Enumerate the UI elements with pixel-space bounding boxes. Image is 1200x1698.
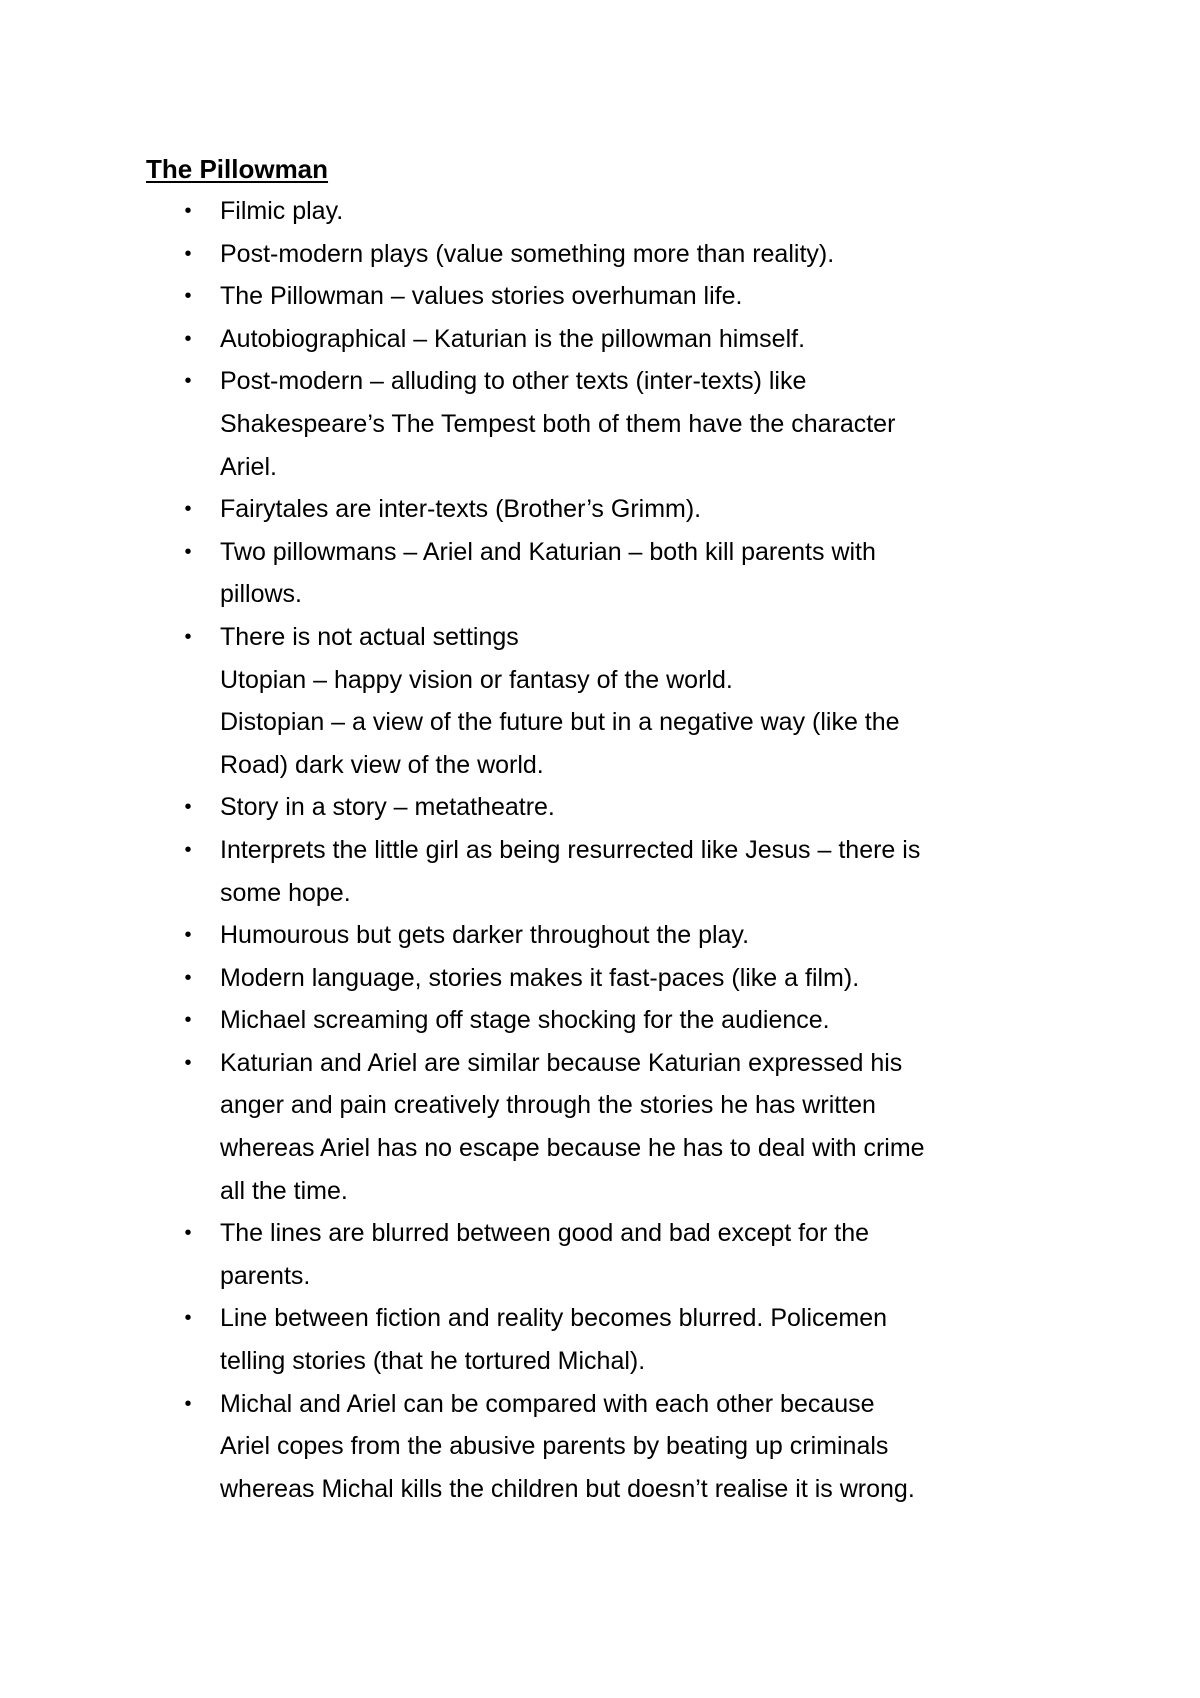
list-item-text: The lines are blurred between good and bad except for the xyxy=(220,1219,870,1248)
list-item xyxy=(146,786,1076,829)
list-item xyxy=(146,275,1076,318)
list-item xyxy=(146,829,1076,914)
bullet-icon: • xyxy=(184,796,192,819)
list-item-text: telling stories (that he tortured Michal). xyxy=(220,1347,646,1376)
list-item xyxy=(146,957,1076,1000)
list-item-text: whereas Ariel has no escape because he has to deal with crime xyxy=(220,1134,925,1163)
list-item xyxy=(146,318,1076,361)
list-item-text: anger and pain creatively through the stories he has written xyxy=(220,1091,876,1120)
list-item-text: Distopian – a view of the future but in a negative way (like the xyxy=(220,708,900,737)
bullet-icon: • xyxy=(184,540,192,563)
list-item-text: Filmic play. xyxy=(220,197,344,225)
list-item-text: Modern language, stories makes it fast-paces (like a film). xyxy=(220,963,860,992)
bullet-icon: • xyxy=(184,1307,192,1330)
list-item xyxy=(146,1042,1076,1212)
bullet-icon: • xyxy=(184,838,192,861)
bullet-icon: • xyxy=(184,625,192,648)
bullet-icon: • xyxy=(184,1392,192,1415)
list-item-text: The Pillowman – values stories overhuman life. xyxy=(220,282,743,311)
document-title: The Pillowman xyxy=(146,154,329,184)
list-item-text: some hope. xyxy=(220,878,351,907)
bullet-icon: • xyxy=(184,200,192,222)
list-item-text: Ariel copes from the abusive parents by beating up criminals xyxy=(220,1432,889,1461)
list-item-text: Post-modern – alluding to other texts (inter-texts) like xyxy=(220,367,807,396)
list-item-text: parents. xyxy=(220,1261,311,1290)
list-item-text: Shakespeare’s The Tempest both of them have the character xyxy=(220,409,896,438)
list-item-text: pillows. xyxy=(220,580,302,609)
list-item-text: Michael screaming off stage shocking for the audience. xyxy=(220,1006,830,1035)
list-item xyxy=(146,360,1076,488)
list-item xyxy=(146,999,1076,1042)
bullet-icon: • xyxy=(184,1009,192,1032)
list-item-text: Ariel. xyxy=(220,452,277,481)
bullet-icon: • xyxy=(184,498,192,521)
list-item xyxy=(146,616,1076,786)
bullet-list xyxy=(146,190,1076,1510)
list-item xyxy=(146,488,1076,531)
list-item xyxy=(146,1212,1076,1297)
list-item-text: There is not actual settings xyxy=(220,622,519,651)
list-item-text: Michal and Ariel can be compared with each other because xyxy=(220,1389,875,1418)
bullet-icon: • xyxy=(184,285,192,308)
bullet-icon: • xyxy=(184,327,192,350)
bullet-icon: • xyxy=(184,1222,192,1245)
list-item-text: Katurian and Ariel are similar because Katurian expressed his xyxy=(220,1048,903,1077)
list-item xyxy=(146,1383,1076,1511)
list-item-text: Line between fiction and reality becomes blurred. Policemen xyxy=(220,1304,888,1333)
list-item-text: Humourous but gets darker throughout the play. xyxy=(220,921,750,950)
list-item xyxy=(146,1297,1076,1382)
list-item-text: Two pillowmans – Ariel and Katurian – both kill parents with xyxy=(220,537,876,566)
list-item xyxy=(146,531,1076,616)
list-item xyxy=(146,233,1076,276)
list-item-text: Autobiographical – Katurian is the pillowman himself. xyxy=(220,324,806,353)
list-item-text: Story in a story – metatheatre. xyxy=(220,793,555,822)
list-item-text: Road) dark view of the world. xyxy=(220,750,544,779)
list-item-text: Interprets the little girl as being resurrected like Jesus – there is xyxy=(220,835,921,864)
bullet-icon: • xyxy=(184,1051,192,1074)
bullet-icon: • xyxy=(184,966,192,989)
list-item-text: Fairytales are inter-texts (Brother’s Grimm). xyxy=(220,495,702,524)
bullet-icon: • xyxy=(184,370,192,393)
list-item-text: Utopian – happy vision or fantasy of the world. xyxy=(220,665,733,694)
bullet-icon: • xyxy=(184,242,192,265)
bullet-icon: • xyxy=(184,924,192,947)
list-item xyxy=(146,914,1076,957)
list-item xyxy=(146,190,1076,233)
list-item-text: whereas Michal kills the children but doesn’t realise it is wrong. xyxy=(220,1474,915,1503)
list-item-text: Post-modern plays (value something more than reality). xyxy=(220,239,835,268)
list-item-text: all the time. xyxy=(220,1176,348,1205)
